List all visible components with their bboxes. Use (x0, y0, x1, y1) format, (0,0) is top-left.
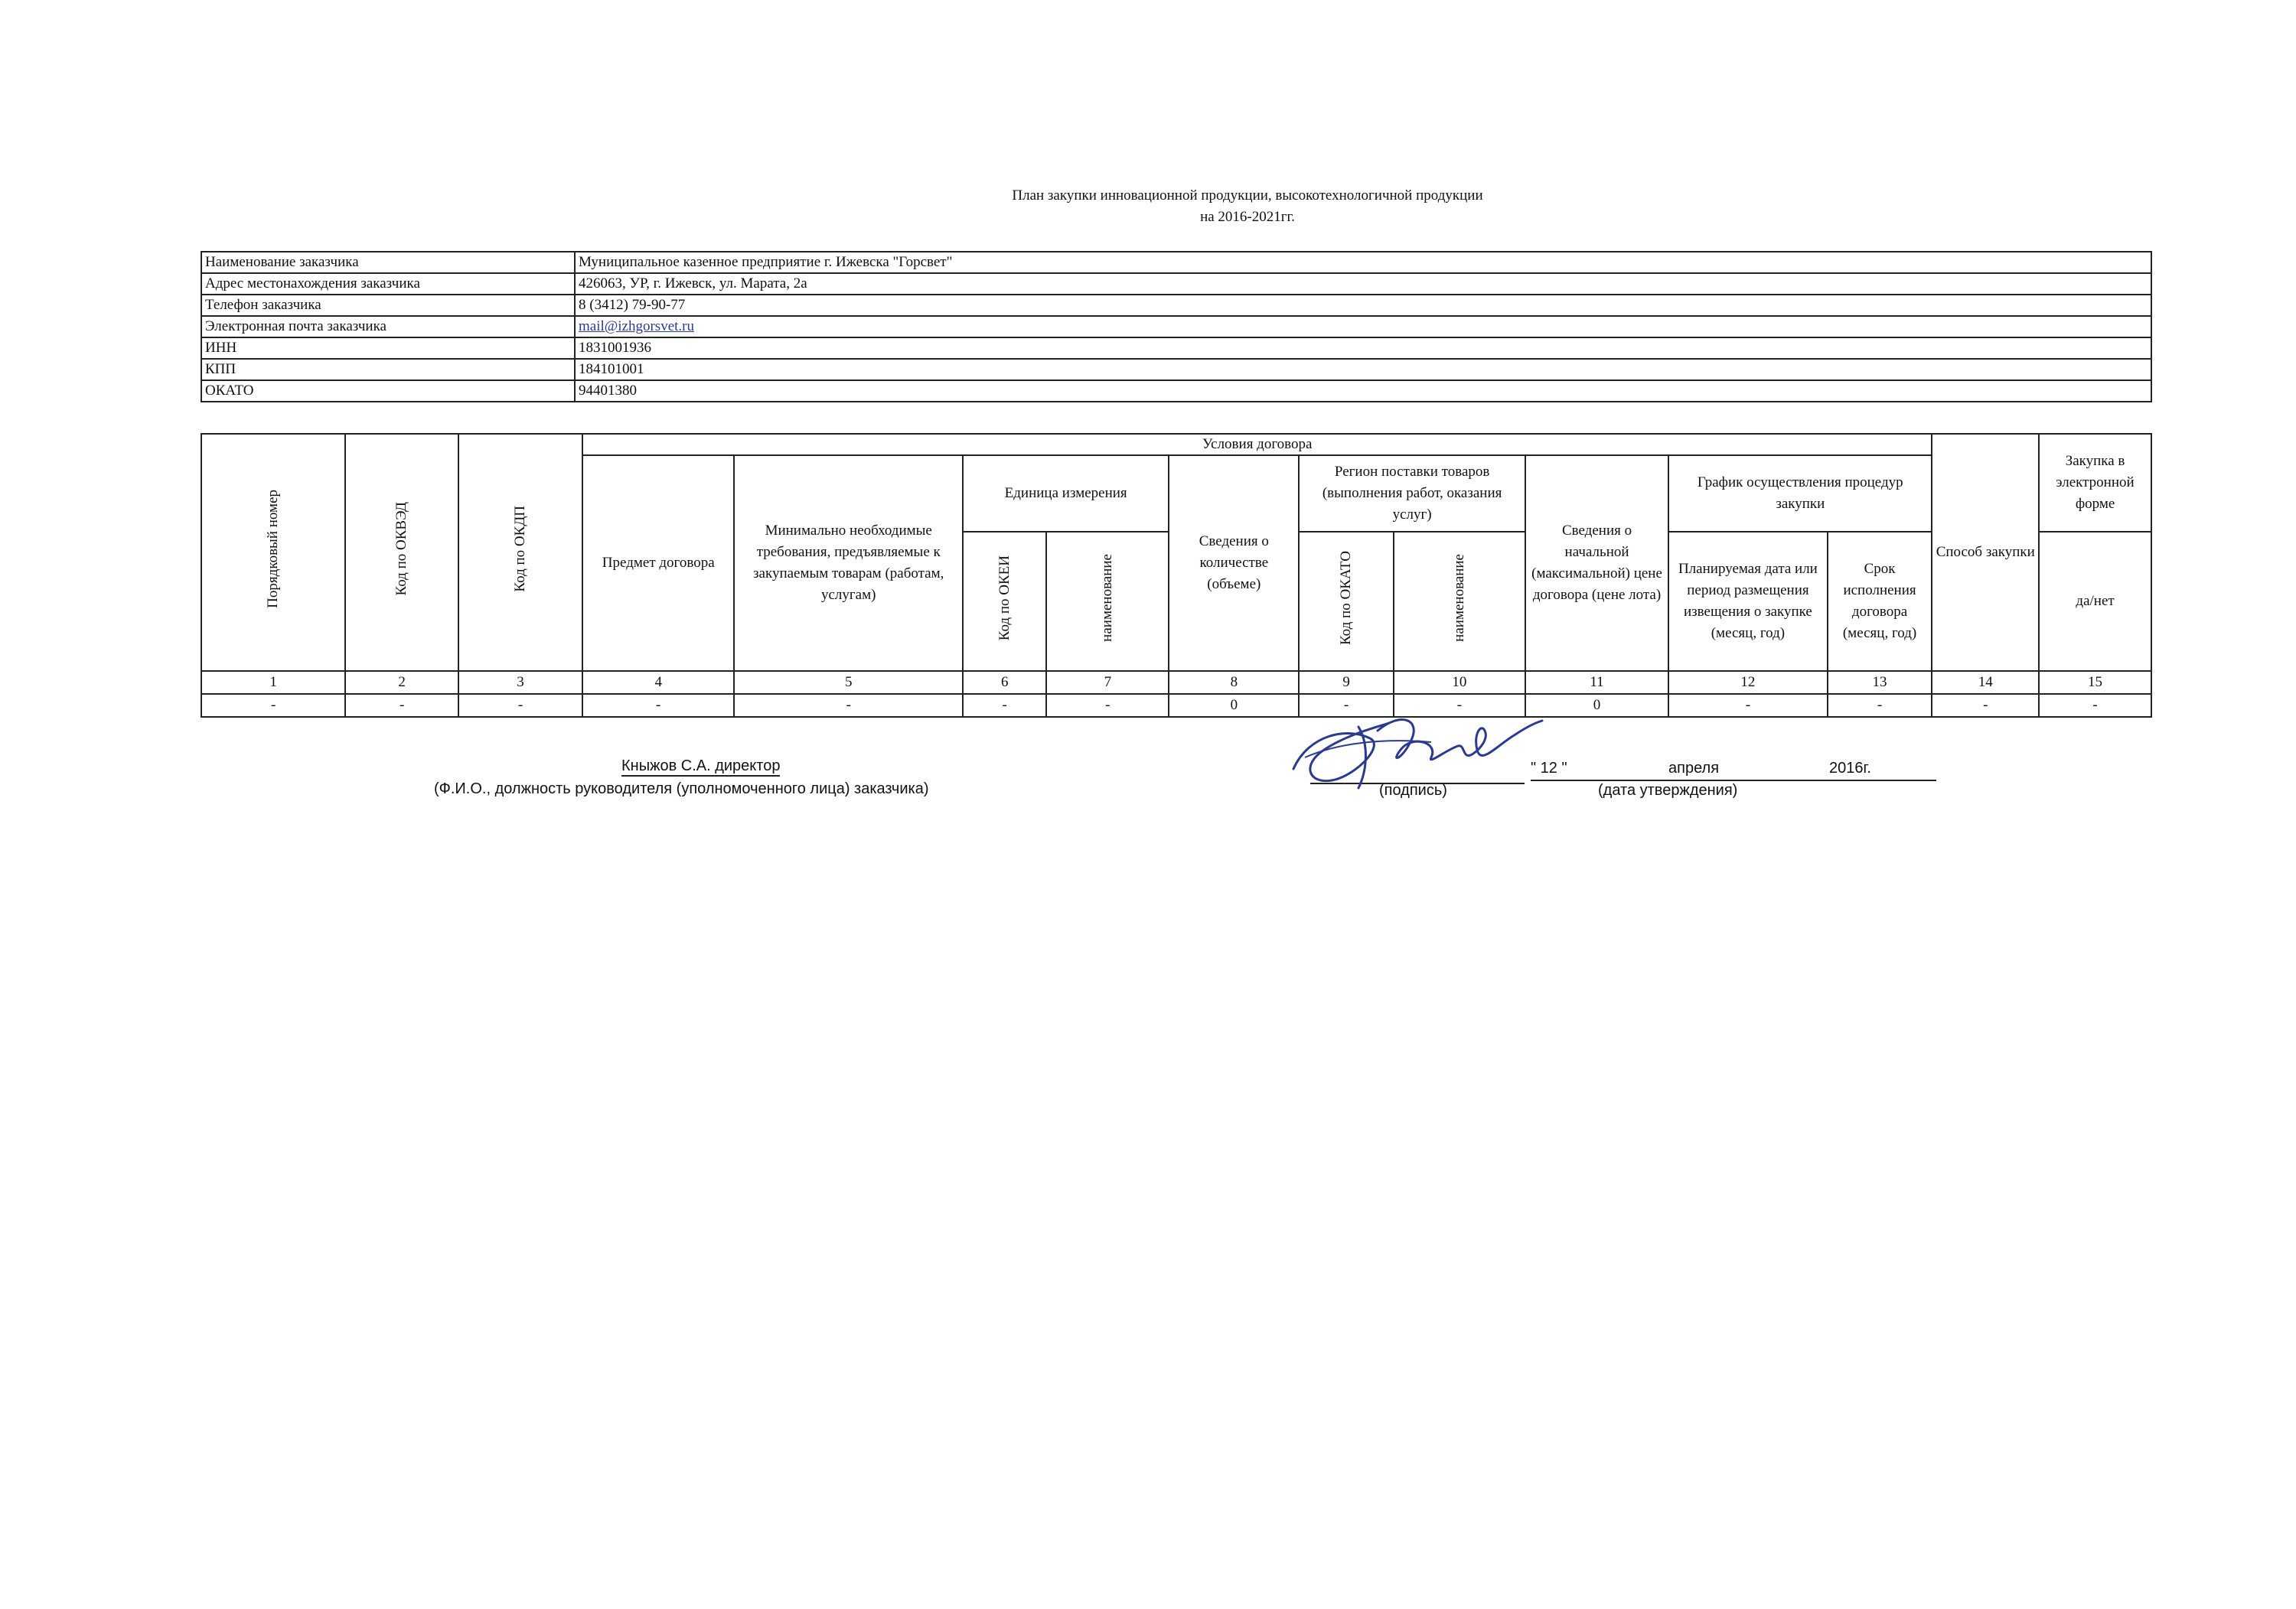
header-quantity: Сведения о количестве (объеме) (1169, 455, 1299, 671)
info-value (575, 316, 2151, 337)
procurement-plan-table (201, 433, 2152, 718)
table-cell: - (963, 694, 1046, 717)
info-label: ОКАТО (201, 380, 575, 402)
header-okdp: Код по ОКДП (458, 434, 582, 671)
date-year: 2016г. (1829, 760, 1871, 777)
info-value: 8 (3412) 79-90-77 (575, 295, 2151, 316)
header-contract-terms: Условия договора (582, 434, 1932, 455)
info-value: 1831001936 (575, 337, 2151, 359)
column-number: 3 (458, 671, 582, 694)
info-label: КПП (201, 359, 575, 380)
info-label: Наименование заказчика (201, 252, 575, 273)
info-value: Муниципальное казенное предприятие г. Ижевска "Горсвет" (575, 252, 2151, 273)
header-okato: Код по ОКАТО (1299, 532, 1393, 671)
table-cell: - (2039, 694, 2151, 717)
handwritten-signature (1286, 704, 1546, 796)
table-cell: 0 (1525, 694, 1668, 717)
title-line-1: План закупки инновационной продукции, высокотехнологичной продукции (1012, 187, 1483, 204)
table-cell: - (1828, 694, 1932, 717)
document-title (0, 185, 2296, 228)
table-cell: - (458, 694, 582, 717)
column-number: 1 (201, 671, 345, 694)
signature-caption: (подпись) (1379, 782, 1447, 799)
column-number: 4 (582, 671, 734, 694)
table-cell: - (734, 694, 963, 717)
table-cell: 0 (1169, 694, 1299, 717)
header-row-1 (201, 434, 2151, 455)
header-okei: Код по ОКЕИ (963, 532, 1046, 671)
header-schedule: График осуществления процедур закупки (1668, 455, 1932, 532)
info-label: Адрес местонахождения заказчика (201, 273, 575, 295)
table-cell: - (1932, 694, 2039, 717)
email-link[interactable]: mail@izhgorsvet.ru (579, 318, 694, 334)
info-row (201, 295, 2151, 316)
table-row (201, 694, 2151, 717)
signatory-name-caption: (Ф.И.О., должность руководителя (уполномоченного лица) заказчика) (434, 780, 929, 797)
column-number: 11 (1525, 671, 1668, 694)
info-label: Телефон заказчика (201, 295, 575, 316)
header-subject: Предмет договора (582, 455, 734, 671)
header-region: Регион поставки товаров (выполнения работ, оказания услуг) (1299, 455, 1525, 532)
info-row (201, 359, 2151, 380)
column-number: 14 (1932, 671, 2039, 694)
table-cell: - (1299, 694, 1393, 717)
info-value: 184101001 (575, 359, 2151, 380)
column-number-row (201, 671, 2151, 694)
info-row (201, 380, 2151, 402)
info-label: ИНН (201, 337, 575, 359)
column-number: 5 (734, 671, 963, 694)
table-cell: - (1668, 694, 1828, 717)
table-cell: - (1394, 694, 1525, 717)
column-number: 8 (1169, 671, 1299, 694)
header-yes-no: да/нет (2039, 532, 2151, 671)
info-label: Электронная почта заказчика (201, 316, 575, 337)
header-order-number: Порядковый номер (201, 434, 345, 671)
column-number: 15 (2039, 671, 2151, 694)
year-line (1829, 761, 1936, 781)
column-number: 7 (1046, 671, 1169, 694)
info-row (201, 273, 2151, 295)
date-month: апреля (1668, 760, 1720, 777)
header-planned-date: Планируемая дата или период размещения извещения о закупке (месяц, год) (1668, 532, 1828, 671)
info-row (201, 316, 2151, 337)
info-value: 426063, УР, г. Ижевск, ул. Марата, 2а (575, 273, 2151, 295)
header-min-requirements: Минимально необходимые требования, предъявляемые к закупаемым товарам (работам, услугам) (734, 455, 963, 671)
header-unit-name: наименование (1046, 532, 1169, 671)
title-line-2: на 2016-2021гг. (1200, 209, 1295, 225)
info-row (201, 337, 2151, 359)
header-method: Способ закупки (1932, 434, 2039, 671)
column-number: 10 (1394, 671, 1525, 694)
column-number: 6 (963, 671, 1046, 694)
column-number: 13 (1828, 671, 1932, 694)
column-number: 2 (345, 671, 458, 694)
column-number: 12 (1668, 671, 1828, 694)
info-row (201, 252, 2151, 273)
date-day: " 12 " (1531, 760, 1567, 777)
signatory-name: Кныжов С.А. директор (621, 757, 780, 777)
table-cell: - (582, 694, 734, 717)
customer-info-table (201, 251, 2152, 402)
header-price: Сведения о начальной (максимальной) цене договора (цене лота) (1525, 455, 1668, 671)
header-unit: Единица измерения (963, 455, 1169, 532)
table-cell: - (1046, 694, 1169, 717)
column-number: 9 (1299, 671, 1393, 694)
table-cell: - (345, 694, 458, 717)
date-caption: (дата утверждения) (1598, 782, 1738, 799)
header-region-name: наименование (1394, 532, 1525, 671)
header-okved: Код по ОКВЭД (345, 434, 458, 671)
header-electronic: Закупка в электронной форме (2039, 434, 2151, 532)
table-cell: - (201, 694, 345, 717)
header-term: Срок исполнения договора (месяц, год) (1828, 532, 1932, 671)
info-value: 94401380 (575, 380, 2151, 402)
